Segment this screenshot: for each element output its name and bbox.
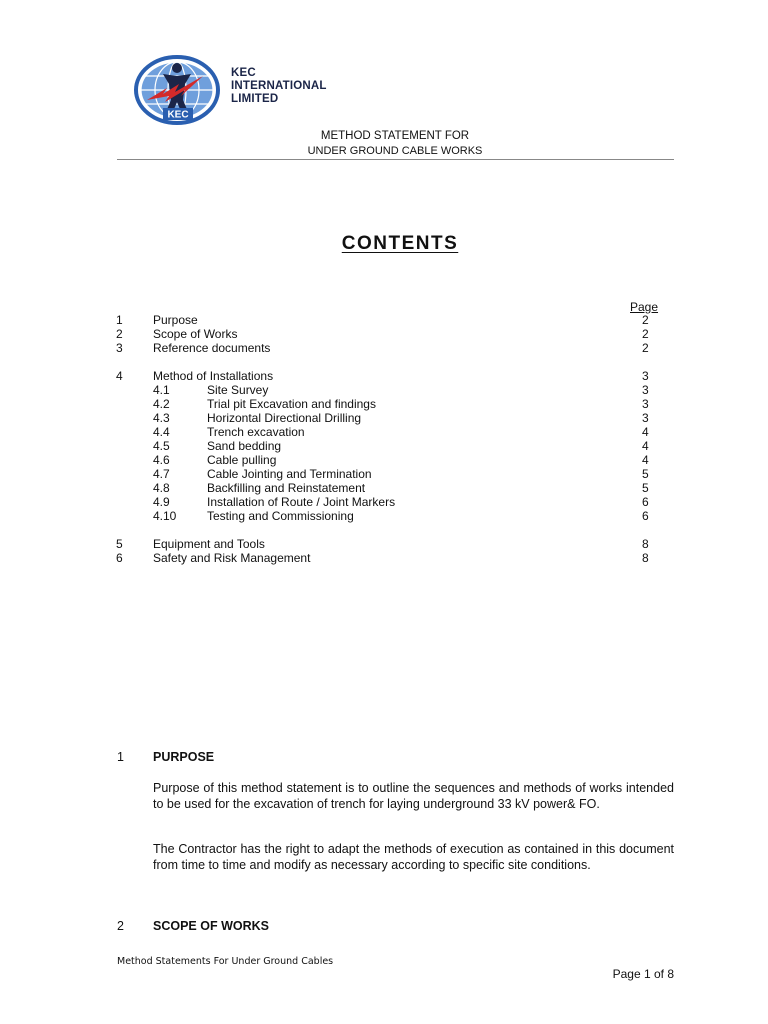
toc-entry-title: Purpose [153,313,198,327]
toc-entry [0,495,768,509]
toc-entry [0,537,768,551]
toc-entry [0,411,768,425]
toc-entry-title: Safety and Risk Management [153,551,311,565]
toc-entry-page: 3 [642,397,649,411]
toc-entry-number: 4.2 [153,397,170,411]
toc-entry-page: 2 [642,341,649,355]
header-title-line-2: UNDER GROUND CABLE WORKS [307,145,483,157]
toc-entry-page: 2 [642,327,649,341]
section-heading-scope: SCOPE OF WORKS [153,919,269,933]
toc-entry-page: 3 [642,383,649,397]
toc-entry-title: Cable pulling [207,453,277,467]
toc-entry-number: 3 [116,341,123,355]
toc-entry-page: 2 [642,313,649,327]
toc-entry-page: 6 [642,509,649,523]
toc-entry-page: 5 [642,481,649,495]
toc-entry-title: Backfilling and Reinstatement [207,481,366,495]
toc-entry-number: 4.3 [153,411,170,425]
toc-entry-page: 5 [642,467,649,481]
toc-entry-number: 4.5 [153,439,170,453]
toc-entry [0,481,768,495]
footer-page-number: Page 1 of 8 [612,967,674,981]
toc-entry-number: 4.4 [153,425,170,439]
globe-logo-icon [133,54,225,126]
toc-entry-page: 4 [642,425,649,439]
logo-line-1: KEC [231,67,256,79]
section-number: 2 [117,919,124,933]
header-divider [117,159,674,160]
logo-wordmark [231,67,327,106]
toc-entry-number: 4.7 [153,467,170,481]
logo-line-2: INTERNATIONAL [231,80,327,92]
section-heading-purpose: PURPOSE [153,750,215,764]
section-number: 1 [117,750,124,764]
toc-entry-title: Horizontal Directional Drilling [207,411,362,425]
toc-entry [0,369,768,383]
toc-entry-number: 4.9 [153,495,170,509]
header-title-line-1: METHOD STATEMENT FOR [320,130,470,142]
purpose-paragraph-1: Purpose of this method statement is to outline the sequences and methods of works intended to be used for the excavation of trench for laying underground 33 kV power& FO. [153,781,674,811]
logo-badge-text: KEC [167,109,189,121]
toc-entry-page: 4 [642,439,649,453]
footer-document-title: Method Statements For Under Ground Cables [117,956,334,967]
toc-entry-page: 4 [642,453,649,467]
toc-entry-title: Testing and Commissioning [207,509,354,523]
toc-entry-number: 4.1 [153,383,170,397]
toc-entry-number: 4 [116,369,123,383]
toc-entry-title: Site Survey [207,383,269,397]
toc-entry-number: 5 [116,537,123,551]
company-logo [117,44,367,130]
toc-entry [0,439,768,453]
toc-entry-title: Installation of Route / Joint Markers [207,495,396,509]
toc-entry-number: 4.10 [153,509,177,523]
toc-entry-page: 3 [642,369,649,383]
toc-entry-title: Cable Jointing and Termination [207,467,372,481]
toc-entry-number: 4.6 [153,453,170,467]
toc-entry-page: 8 [642,551,649,565]
toc-entry [0,313,768,327]
toc-entry-title: Equipment and Tools [153,537,265,551]
toc-entry-number: 2 [116,327,123,341]
toc-entry-number: 1 [116,313,123,327]
toc-entry [0,327,768,341]
toc-entry-page: 8 [642,537,649,551]
toc-entry [0,453,768,467]
toc-entry-title: Method of Installations [153,369,274,383]
toc-entry-number: 4.8 [153,481,170,495]
toc-entry-title: Scope of Works [153,327,238,341]
toc-entry [0,467,768,481]
toc-entry-number: 6 [116,551,123,565]
toc-entry [0,341,768,355]
logo-line-3: LIMITED [231,93,279,105]
toc-entry-title: Trench excavation [207,425,305,439]
purpose-paragraph-2: The Contractor has the right to adapt the methods of execution as contained in this document from time to time and modify as necessary according to specific site conditions. [153,842,674,872]
toc-entry-title: Sand bedding [207,439,282,453]
toc-entry [0,425,768,439]
toc-entry-title: Reference documents [153,341,271,355]
toc-entry [0,509,768,523]
toc-entry-page: 6 [642,495,649,509]
toc-page-column-label: Page [630,300,659,314]
toc-entry-page: 3 [642,411,649,425]
toc-entry [0,383,768,397]
contents-heading: CONTENTS [341,233,459,254]
toc-entry-title: Trial pit Excavation and findings [207,397,376,411]
toc-entry [0,397,768,411]
toc-entry [0,551,768,565]
